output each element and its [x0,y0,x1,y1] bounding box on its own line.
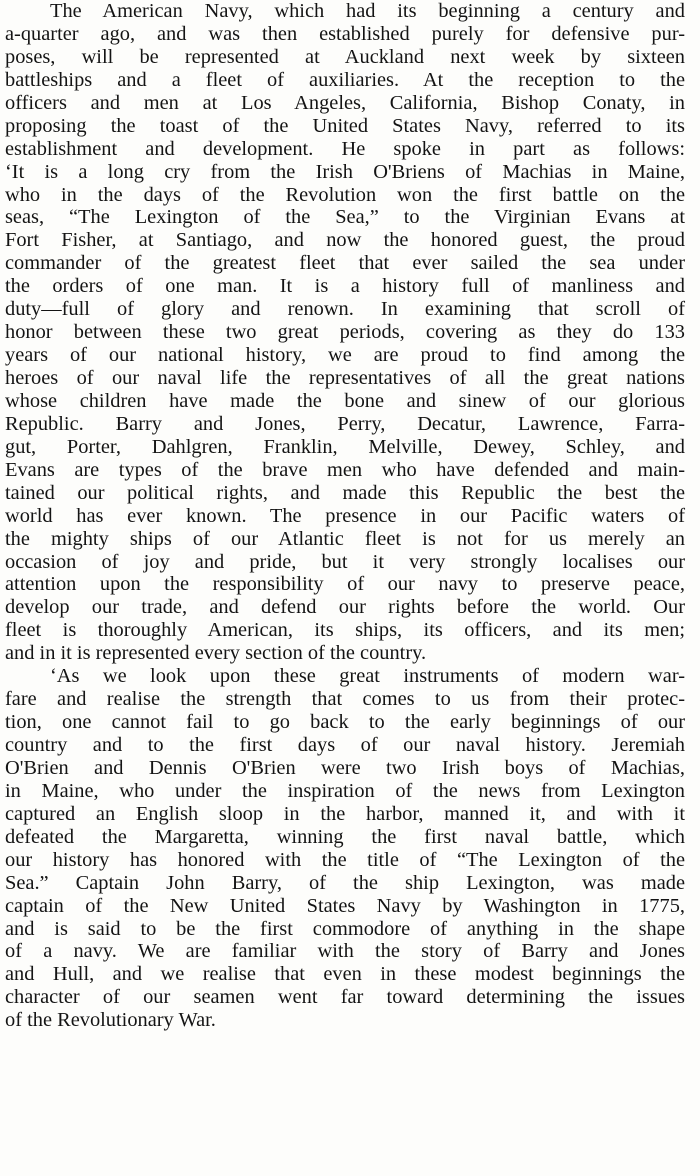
text-line: heroes of our naval life the representatives of all the great nations [5,367,685,389]
text-line: tained our political rights, and made this Republic the best the [5,481,685,504]
text-line: commander of the greatest fleet that ever sailed the sea under [5,252,685,275]
text-line: Sea.” Captain John Barry, of the ship Lexington, was made [5,871,685,894]
text-line: and in it is represented every section of the country. [5,642,427,665]
text-line: establishment and development. He spoke in part as follows: [5,137,685,160]
text-line: occasion of joy and pride, but it very strongly localises our [5,550,685,573]
text-line: tion, one cannot fail to go back to the early beginnings of our [5,711,685,734]
text-line: and is said to be the first commodore of anything in the shape [5,917,685,940]
text-line: battleships and a fleet of auxiliaries. At the reception to the [5,68,685,91]
text-line: world has ever known. The presence in our Pacific waters of [5,504,685,527]
text-line: honor between these two great periods, covering as they do 133 [5,321,685,344]
text-line: whose children have made the bone and sinew of our glorious [5,389,685,412]
paragraph [5,0,685,665]
text-line: Evans are types of the brave men who have defended and main- [5,458,685,481]
text-line: defeated the Margaretta, winning the first naval battle, which [5,825,685,848]
article-body [5,0,685,1032]
text-line: ‘It is a long cry from the Irish O'Briens of Machias in Maine, [5,160,685,183]
text-line: fare and realise the strength that comes to us from their protec- [5,688,685,711]
text-line: officers and men at Los Angeles, California, Bishop Conaty, in [5,91,685,114]
text-line: Republic. Barry and Jones, Perry, Decatur, Lawrence, Farra- [5,412,685,435]
text-line: seas, “The Lexington of the Sea,” to the Virginian Evans at [5,206,685,229]
text-line: and Hull, and we realise that even in these modest beginnings the [5,963,685,986]
text-line: O'Brien and Dennis O'Brien were two Irish boys of Machias, [5,756,685,779]
text-line: the mighty ships of our Atlantic fleet is not for us merely an [5,527,685,550]
text-line: in Maine, who under the inspiration of the news from Lexington [5,779,685,802]
text-line: develop our trade, and defend our rights before the world. Our [5,596,685,619]
text-line: a-quarter ago, and was then established purely for defensive pur- [5,22,685,45]
text-line: attention upon the responsibility of our navy to preserve peace, [5,573,685,596]
text-line: ‘As we look upon these great instruments of modern war- [50,665,685,688]
text-line: our history has honored with the title of “The Lexington of the [5,848,685,871]
text-line: gut, Porter, Dahlgren, Franklin, Melville, Dewey, Schley, and [5,435,685,458]
text-line: fleet is thoroughly American, its ships, its officers, and its men; [5,619,685,642]
paragraph [5,665,685,1032]
text-line: duty—full of glory and renown. In examining that scroll of [5,298,685,321]
text-line: the orders of one man. It is a history full of manliness and [5,275,685,298]
text-line: character of our seamen went far toward determining the issues [5,986,685,1009]
text-line: of the Revolutionary War. [5,1009,216,1032]
text-line: of a navy. We are familiar with the story of Barry and Jones [5,940,685,963]
text-line: Fort Fisher, at Santiago, and now the honored guest, the proud [5,229,685,252]
text-line: who in the days of the Revolution won the first battle on the [5,183,685,206]
text-line: The American Navy, which had its beginning a century and [50,0,685,22]
text-line: years of our national history, we are proud to find among the [5,344,685,367]
text-line: country and to the first days of our naval history. Jeremiah [5,734,685,756]
text-line: poses, will be represented at Auckland next week by sixteen [5,45,685,68]
text-line: captain of the New United States Navy by Washington in 1775, [5,894,685,917]
text-line: captured an English sloop in the harbor, manned it, and with it [5,802,685,825]
text-line: proposing the toast of the United States Navy, referred to its [5,114,685,137]
